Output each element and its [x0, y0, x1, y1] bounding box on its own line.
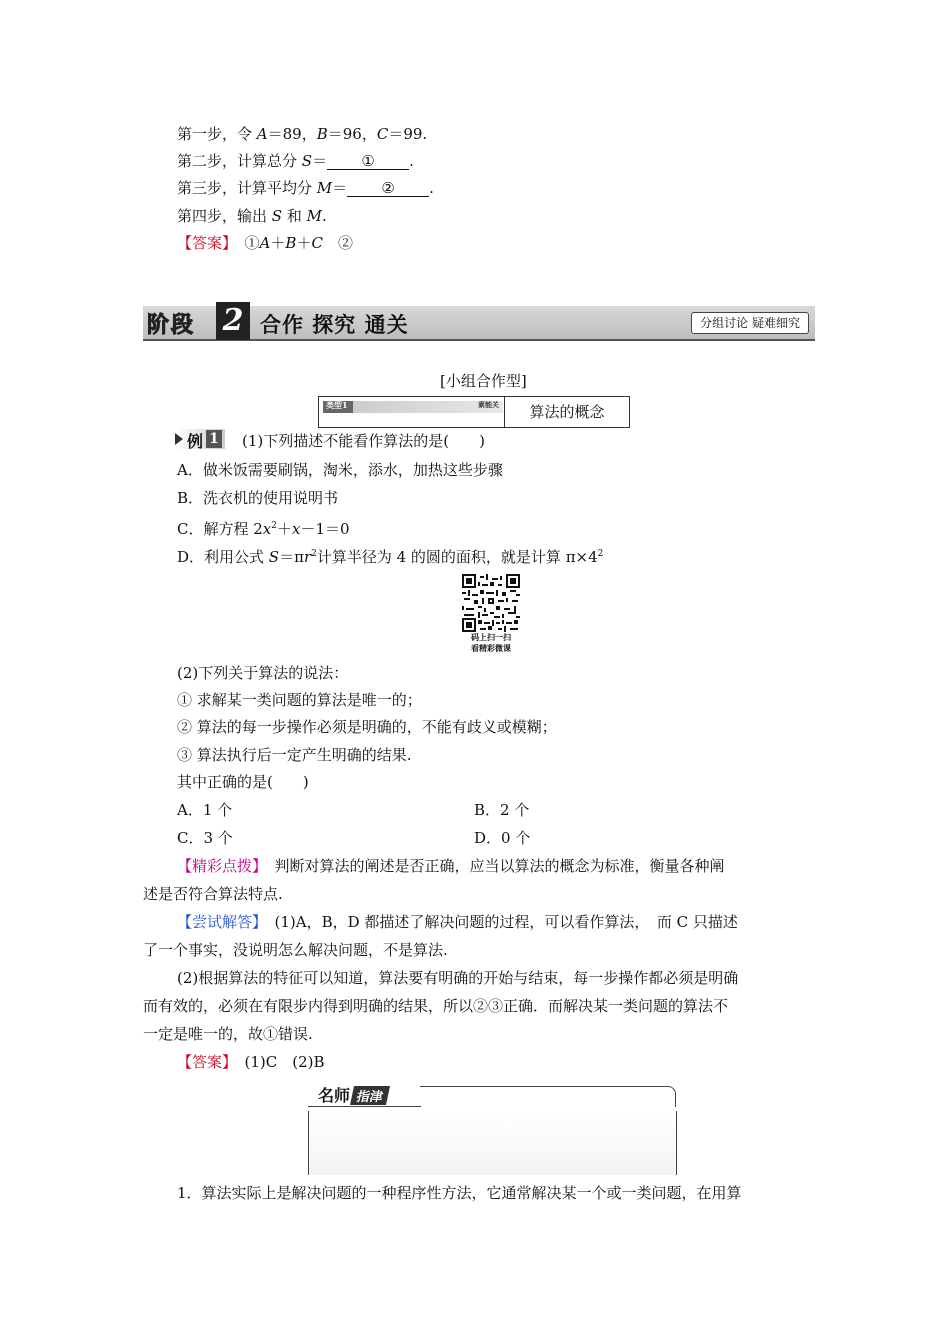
highlight-line-1: 【精彩点拨】 判断对算法的阐述是否正确，应当以算法的概念为标准，衡量各种阐 — [177, 857, 725, 875]
option-b: B．洗衣机的使用说明书 — [177, 489, 339, 507]
type-badge-label: 类型1 — [326, 400, 348, 410]
option-a: A．做米饭需要刷锅，淘米，添水，加热这些步骤 — [177, 461, 503, 479]
question-2: (2)下列关于算法的说法： — [177, 664, 349, 682]
teacher-guide-box — [308, 1083, 677, 1175]
teacher-guide-label: 名师 — [318, 1086, 351, 1105]
step-4: 第四步，输出 S 和 M. — [177, 207, 327, 225]
attempt-line-3: (2)根据算法的特征可以知道，算法要有明确的开始与结束，每一步操作都必须是明确 — [177, 969, 739, 987]
step-3: 第三步，计算平均分 M＝ ② . — [177, 179, 434, 197]
attempt-label: 【尝试解答】 — [177, 913, 260, 931]
highlight-line-2: 述是否符合算法特点. — [143, 885, 283, 903]
blank-1: ① — [327, 153, 409, 170]
answer-1: 【答案】 ①A＋B＋C ② — [177, 234, 353, 252]
attempt-line-4: 而有效的，必须在有限步内得到明确的结果，所以②③正确．而解决某一类问题的算法不 — [143, 997, 729, 1015]
stage-number: 2 — [216, 302, 250, 340]
attempt-line-5: 一定是唯一的，故①错误. — [143, 1025, 313, 1043]
choice-b: B．2 个 — [474, 801, 530, 819]
stage-banner — [143, 303, 815, 341]
statement-1: ① 求解某一类问题的算法是唯一的； — [177, 691, 422, 709]
choice-d: D．0 个 — [474, 829, 531, 847]
divider — [308, 1106, 421, 1107]
option-d: D．利用公式 $S=\pi r^2$计算半径为 4 的圆的面积，就是计算 $\pi\times 4^2$ — [177, 548, 604, 566]
qr-caption-line-2: 看精彩微课 — [471, 643, 511, 653]
option-c: C．解方程 $2x^2+x-1=0$ — [177, 520, 350, 538]
choice-c: C．3 个 — [177, 829, 233, 847]
question-2-ask: 其中正确的是( ) — [177, 773, 309, 791]
teacher-guide-badge: 指津 — [350, 1086, 390, 1105]
stage-label: 阶段 — [147, 312, 196, 338]
example-number: 1 — [206, 430, 222, 448]
statement-3: ③ 算法执行后一定产生明确的结果. — [177, 746, 412, 764]
bottom-paragraph-line: 1．算法实际上是解决问题的一种程序性方法，它通常解决某一个或一类问题，在用算 — [177, 1184, 742, 1202]
type-badge-right: 素能关 — [478, 400, 499, 409]
step-1: 第一步，令 A＝89，B＝96，C＝99. — [177, 125, 428, 143]
teacher-guide-tab — [318, 1083, 388, 1105]
group-type-label: [小组合作型] — [440, 372, 527, 390]
type-badge — [323, 401, 503, 413]
qr-caption-line-1: 码上扫一扫 — [471, 632, 511, 642]
statement-2: ② 算法的每一步操作必须是明确的，不能有歧义或模糊； — [177, 718, 557, 736]
type-topic: 算法的概念 — [529, 403, 605, 421]
step-2: 第二步，计算总分 S＝ ① . — [177, 152, 414, 170]
example-label — [175, 429, 225, 449]
qr-code-icon[interactable] — [462, 574, 520, 632]
highlight-label: 【精彩点拨】 — [177, 857, 260, 875]
stage-title: 合作 探究 通关 — [260, 312, 409, 337]
question-1: (1)下列描述不能看作算法的是( ) — [242, 432, 485, 450]
attempt-line-2: 了一个事实，没说明怎么解决问题，不是算法. — [143, 941, 448, 959]
example-word: 例 — [187, 432, 204, 451]
attempt-line-1: 【尝试解答】 (1)A，B，D 都描述了解决问题的过程，可以看作算法， 而 C 只描述 — [177, 913, 738, 931]
qr-caption — [456, 632, 526, 654]
triangle-icon — [175, 433, 183, 445]
choice-a: A．1 个 — [177, 801, 233, 819]
answer-2: 【答案】 (1)C (2)B — [177, 1053, 325, 1071]
blank-2: ② — [347, 180, 429, 197]
divider — [420, 1086, 676, 1107]
stage-tag: 分组讨论 疑难细究 — [691, 312, 809, 334]
type-box — [318, 396, 630, 428]
teacher-guide-frame — [308, 1111, 677, 1175]
